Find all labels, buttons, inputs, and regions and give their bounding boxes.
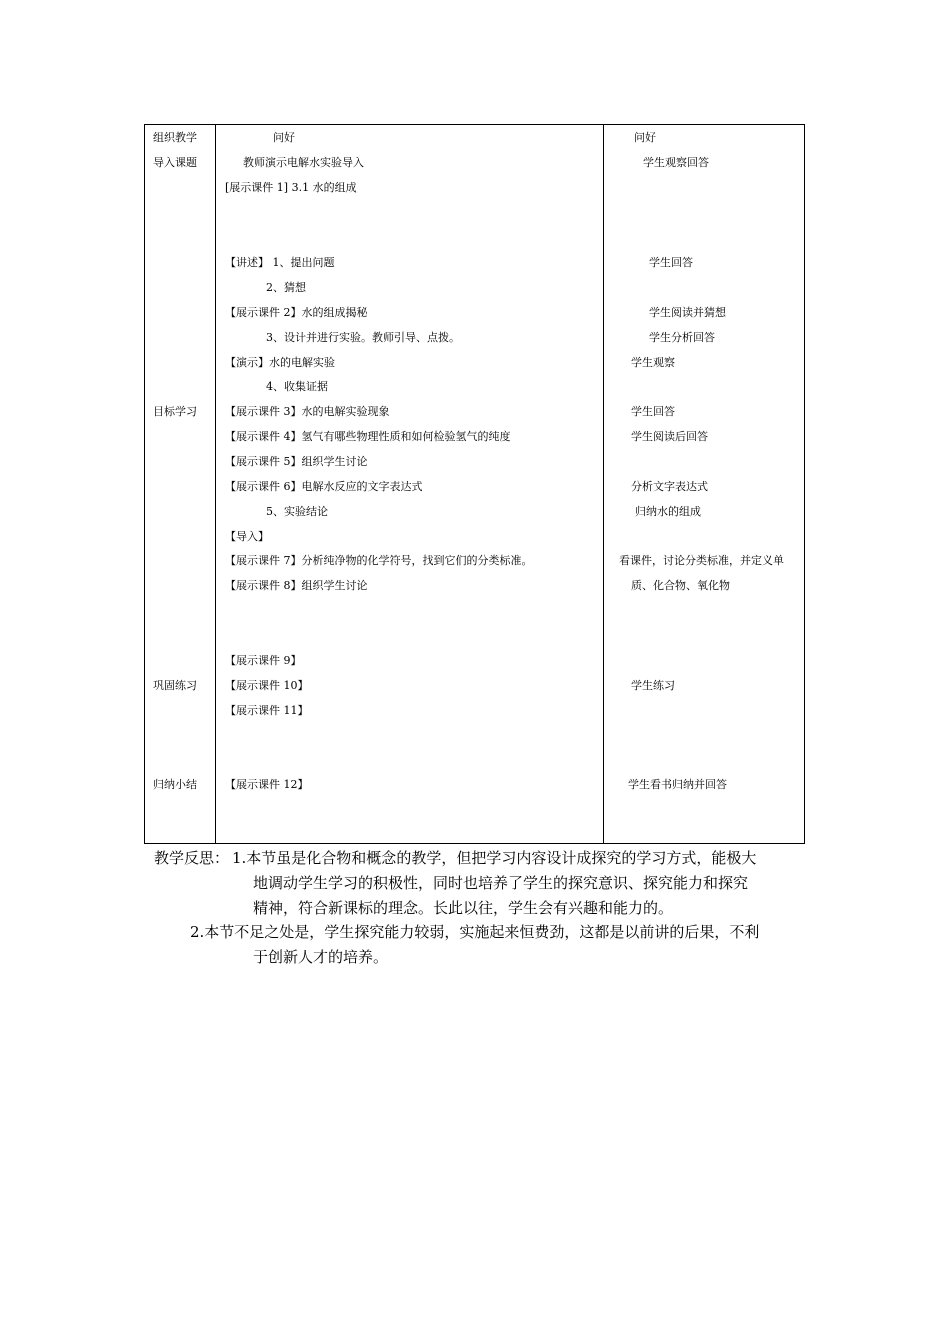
stage-summary: 归纳小结 (153, 778, 197, 791)
student-line: 学生分析回答 (649, 331, 715, 344)
teacher-line: 【展示课件 4】氢气有哪些物理性质和如何检验氢气的纯度 (225, 430, 511, 443)
stage-organize: 组织教学 (153, 131, 197, 144)
teacher-line: 【展示课件 10】 (225, 679, 309, 692)
column-divider-student (603, 125, 604, 843)
student-line: 学生阅读并猜想 (649, 306, 726, 319)
teacher-line: 4、收集证据 (266, 380, 328, 393)
student-line: 学生阅读后回答 (631, 430, 708, 443)
student-line: 看课件，讨论分类标准，并定义单 (619, 554, 784, 567)
teacher-line: 【展示课件 3】水的电解实验现象 (225, 405, 390, 418)
teacher-line: 【展示课件 2】水的组成揭秘 (225, 306, 368, 319)
column-divider-stage (215, 125, 216, 843)
student-line: 学生看书归纳并回答 (628, 778, 727, 791)
teacher-line: 【展示课件 9】 (225, 654, 302, 667)
reflection-label: 教学反思： (154, 849, 230, 867)
teacher-line: 5、实验结论 (266, 505, 328, 518)
teacher-line: 【演示】水的电解实验 (225, 356, 335, 369)
stage-practice: 巩固练习 (153, 679, 197, 692)
reflection-point-2: 2.本节不足之处是，学生探究能力较弱，实施起来恒费劲，这都是以前讲的后果，不利 (190, 923, 760, 941)
reflection-point-2-cont: 于创新人才的培养。 (253, 948, 389, 966)
student-line: 分析文字表达式 (631, 480, 708, 493)
student-line: 学生观察回答 (643, 156, 709, 169)
stage-goal: 目标学习 (153, 405, 197, 418)
teacher-line: 【展示课件 7】分析纯净物的化学符号，找到它们的分类标准。 (225, 554, 533, 567)
student-line: 归纳水的组成 (635, 505, 701, 518)
teacher-line: 【展示课件 12】 (225, 778, 309, 791)
teacher-line: 【讲述】 1、提出问题 (225, 256, 335, 269)
teacher-line: 2、猜想 (266, 281, 306, 294)
teacher-line: 【展示课件 8】组织学生讨论 (225, 579, 368, 592)
teacher-line: 【展示课件 5】组织学生讨论 (225, 455, 368, 468)
teacher-line: 【导入】 (225, 530, 269, 543)
reflection-point-1-cont: 地调动学生学习的积极性，同时也培养了学生的探究意识、探究能力和探究 (253, 874, 749, 892)
teacher-line: 教师演示电解水实验导入 (243, 156, 364, 169)
teacher-line: 问好 (273, 131, 295, 144)
teacher-line: 3、设计并进行实验。教师引导、点拨。 (266, 331, 460, 344)
student-line: 学生回答 (649, 256, 693, 269)
teacher-line: 【展示课件 11】 (225, 704, 309, 717)
student-line: 问好 (634, 131, 656, 144)
student-line: 学生回答 (631, 405, 675, 418)
teacher-line: 【展示课件 6】电解水反应的文字表达式 (225, 480, 423, 493)
reflection-point-1: 1.本节虽是化合物和概念的教学，但把学习内容设计成探究的学习方式，能极大 (232, 849, 757, 867)
stage-intro: 导入课题 (153, 156, 197, 169)
student-line: 学生练习 (631, 679, 675, 692)
student-line: 学生观察 (631, 356, 675, 369)
student-line: 质、化合物、氧化物 (631, 579, 730, 592)
lesson-plan-table (144, 124, 805, 844)
reflection-point-1-cont: 精神，符合新课标的理念。长此以往，学生会有兴趣和能力的。 (253, 899, 674, 917)
teacher-line: [展示课件 1] 3.1 水的组成 (225, 181, 357, 194)
